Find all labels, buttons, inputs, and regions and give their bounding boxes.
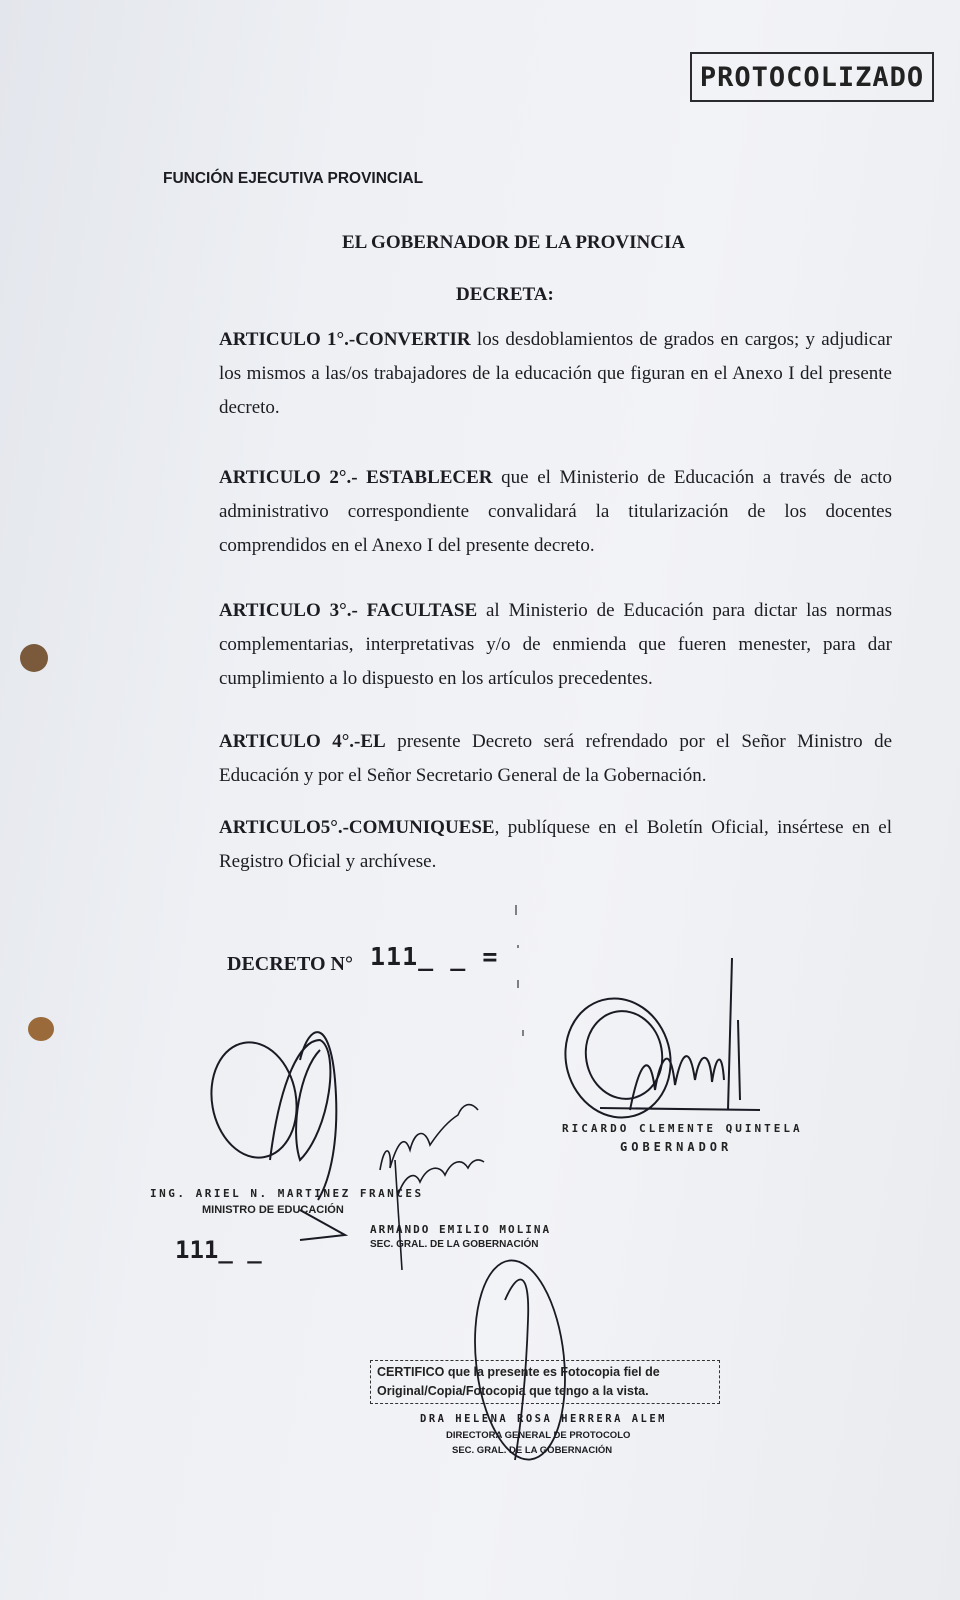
minister-name: ING. ARIEL N. MARTINEZ FRANCES <box>150 1187 424 1200</box>
article-body: al Ministerio de Educación para dictar las normas complementarias, interpretativas y/o de enmienda que fueren menester, para dar cumplimiento a lo dispuesto en los artículos precedentes. <box>219 600 892 689</box>
minister-decree-number: 111_ _ <box>175 1236 262 1264</box>
stray-marks <box>516 905 523 1036</box>
article-4 <box>219 725 892 793</box>
article-body: que el Ministerio de Educación a través de acto administrativo correspondiente convalidará la titularización de los docentes comprendidos en el Anexo I del presente decreto. <box>219 467 892 556</box>
punch-hole <box>20 644 48 672</box>
governor-signature <box>552 958 760 1129</box>
article-3 <box>219 594 892 696</box>
article-heading: ARTICULO5°.-COMUNIQUESE <box>219 817 495 838</box>
certification-stamp <box>370 1360 720 1404</box>
article-2 <box>219 461 892 563</box>
certification-line-1: CERTIFICO que la presente es Fotocopia fiel de <box>377 1365 660 1379</box>
secretary-name: ARMANDO EMILIO MOLINA <box>370 1223 552 1236</box>
governor-name: RICARDO CLEMENTE QUINTELA <box>562 1122 803 1135</box>
governor-role: GOBERNADOR <box>620 1140 733 1154</box>
article-5 <box>219 811 892 879</box>
article-body: presente Decreto será refrendado por el Señor Ministro de Educación y por el Señor Secretario General de la Gobernación. <box>219 731 892 786</box>
decrees-title: DECRETA: <box>456 284 554 305</box>
authority-title: EL GOBERNADOR DE LA PROVINCIA <box>342 232 686 253</box>
protocolizado-stamp: PROTOCOLIZADO <box>690 52 934 102</box>
article-heading: ARTICULO 2°.- ESTABLECER <box>219 467 493 488</box>
decree-number: 111_ _ = <box>370 942 499 971</box>
article-heading: ARTICULO 3°.- FACULTASE <box>219 600 478 621</box>
certifier-role: DIRECTORA GENERAL DE PROTOCOLO <box>446 1430 631 1441</box>
minister-role: MINISTRO DE EDUCACIÓN <box>202 1204 344 1216</box>
article-body: , publíquese en el Boletín Oficial, insértese en el Registro Oficial y archívese. <box>219 817 892 872</box>
decree-number-label: DECRETO N° <box>227 953 353 975</box>
certifier-name: DRA HELENA ROSA HERRERA ALEM <box>420 1413 668 1425</box>
article-1 <box>219 323 892 425</box>
executive-heading: FUNCIÓN EJECUTIVA PROVINCIAL <box>163 170 424 187</box>
certifier-office: SEC. GRAL. DE LA GOBERNACIÓN <box>452 1445 613 1456</box>
article-heading: ARTICULO 1°.-CONVERTIR <box>219 329 471 350</box>
secretary-role: SEC. GRAL. DE LA GOBERNACIÓN <box>370 1239 539 1250</box>
article-body: los desdoblamientos de grados en cargos; y adjudicar los mismos a las/os trabajadores de la educación que figuran en el Anexo I del presente decreto. <box>219 329 892 418</box>
punch-hole <box>28 1017 54 1041</box>
article-heading: ARTICULO 4°.-EL <box>219 731 386 752</box>
certification-line-2: Original/Copia/Fotocopia que tengo a la vista. <box>377 1384 649 1398</box>
